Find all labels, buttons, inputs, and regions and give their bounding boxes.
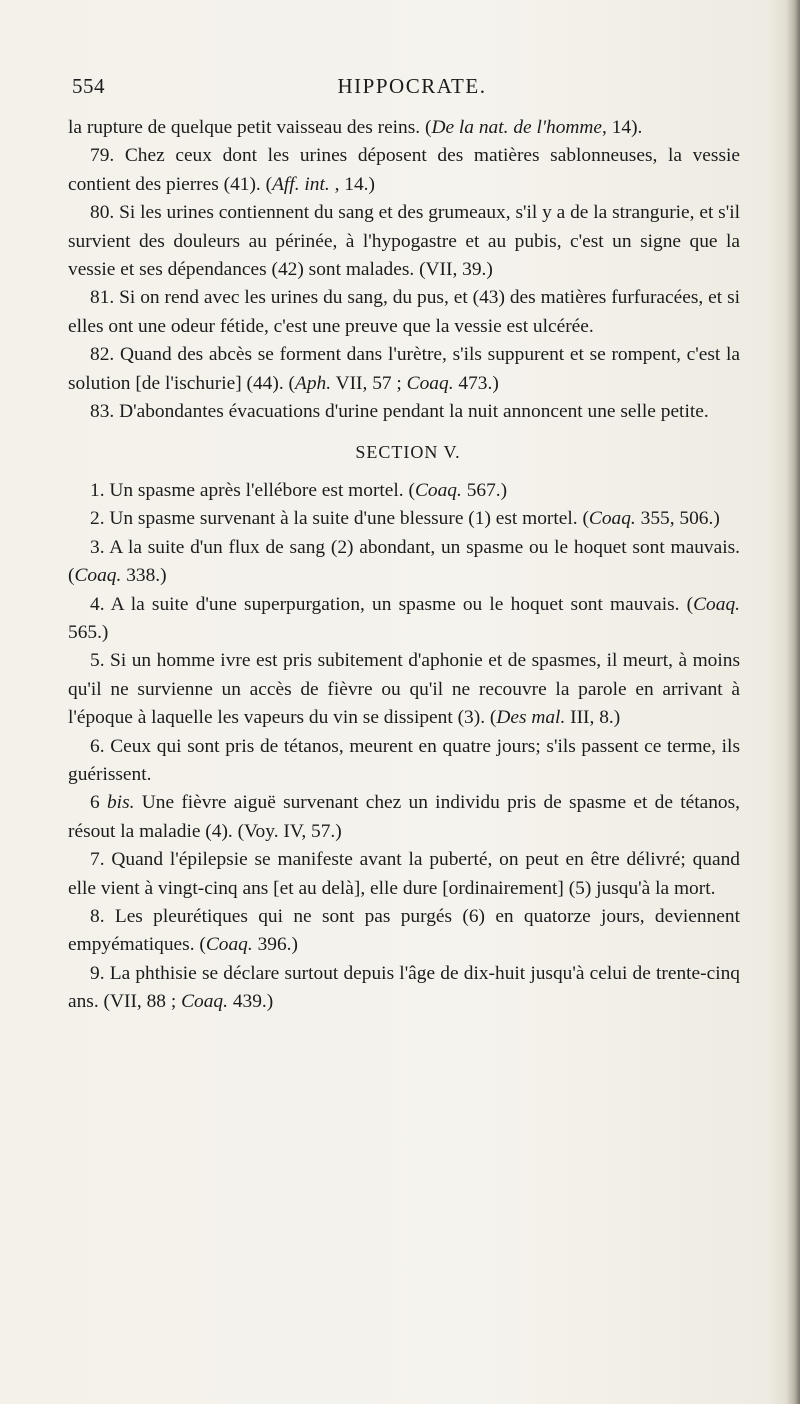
text-run: 4. A la suite d'une superpurgation, un spasme ou le hoquet sont mauvais. ( [90, 593, 694, 615]
reference-italic: Aph. [294, 372, 332, 394]
text-run: 567.) [461, 479, 508, 501]
paragraph [68, 199, 740, 284]
text-run: Une fièvre aiguë survenant chez un individu pris de spasme et de tétanos, résout la maladie (4). (Voy. IV, 57.) [68, 792, 741, 842]
paragraph [68, 341, 740, 398]
paragraph [68, 903, 740, 960]
reference-italic: Aff. int. [272, 173, 330, 195]
text-run: 355, 506.) [635, 508, 720, 530]
text-run: 9. La phthisie se déclare surtout depuis l'âge de dix-huit jusqu'à celui de trente-cinq ans. (VII, 88 ; [68, 962, 740, 1013]
running-title: HIPPOCRATE. [337, 74, 487, 98]
text-run: 338.) [121, 565, 167, 587]
aphorisms-section-5 [68, 477, 740, 1017]
text-run: 8. Les pleurétiques qui ne sont pas purgés (6) en quatorze jours, deviennent empyématiques. ( [68, 905, 740, 956]
reference-italic: Coaq. [205, 934, 253, 956]
text-run: 3. A la suite d'un flux de sang (2) abondant, un spasme ou le hoquet sont mauvais. ( [68, 536, 740, 587]
text-run: la rupture de quelque petit vaisseau des reins. ( [68, 117, 432, 138]
paragraph [68, 846, 740, 903]
text-run: 83. D'abondantes évacuations d'urine pendant la nuit annoncent une selle petite. [90, 401, 709, 423]
body-text [68, 114, 740, 1017]
text-run: 396.) [252, 934, 298, 956]
text-run: , 14). [602, 117, 643, 138]
paragraph [68, 398, 740, 426]
paragraph [68, 534, 740, 591]
paragraph [68, 477, 740, 505]
text-run: 82. Quand des abcès se forment dans l'urètre, s'ils suppurent et se rompent, c'est la solution [de l'ischurie] (44). ( [68, 344, 740, 394]
reference-italic: Coaq. [693, 593, 740, 615]
text-run: 79. Chez ceux dont les urines déposent des matières sablonneuses, la vessie contient des pierres (41). ( [68, 145, 740, 195]
text-run: 80. Si les urines contiennent du sang et des grumeaux, s'il y a de la strangurie, et s'il survient des douleurs au périnée, à l'hypogastre et au pubis, c'est un signe que la vessie et ses dépendances (42) sont malades. (VII, 39.) [68, 202, 740, 281]
text-run: 81. Si on rend avec les urines du sang, du pus, et (43) des matières furfuracées, et si elles ont une odeur fétide, c'est une preuve que la vessie est ulcérée. [68, 287, 740, 337]
text-run: 5. Si un homme ivre est pris subitement d'aphonie et de spasmes, il meurt, à moins qu'il ne survienne un accès de fièvre ou qu'il ne recouvre la parole en arrivant à l'époque à laquelle les vapeurs du vin se dissipent (3). ( [68, 650, 740, 729]
paragraph [68, 114, 740, 142]
text-run: 473.) [453, 372, 499, 394]
reference-italic: Coaq. [588, 508, 636, 530]
text-run: , 14.) [329, 173, 375, 195]
paragraph [68, 284, 740, 341]
paragraph [68, 789, 740, 846]
reference-italic: Coaq. [74, 565, 122, 587]
text-run: 6 [90, 792, 107, 814]
text-run: 2. Un spasme survenant à la suite d'une blessure (1) est mortel. ( [90, 508, 589, 530]
section-heading: SECTION V. [355, 442, 461, 463]
page-edge-shadow [786, 0, 800, 1404]
reference-italic: Des mal. [496, 707, 566, 729]
paragraph [68, 142, 740, 199]
reference-italic: De la nat. de l'homme [431, 117, 603, 138]
aphorisms-section-4-end [68, 114, 740, 426]
text-run: VII, 57 ; [331, 372, 407, 394]
reference-italic: Coaq. [181, 991, 228, 1013]
paragraph [68, 505, 740, 533]
reference-italic: Coaq. [406, 372, 454, 394]
text-run: 439.) [227, 991, 274, 1013]
text-run: 565.) [68, 621, 109, 643]
page-number: 554 [72, 74, 105, 98]
paragraph [68, 960, 740, 1017]
text-run: 1. Un spasme après l'ellébore est mortel. ( [90, 479, 415, 501]
paragraph [68, 591, 740, 648]
text-run: 6. Ceux qui sont pris de tétanos, meurent en quatre jours; s'ils passent ce terme, ils guérissent. [68, 735, 740, 785]
text-run: III, 8.) [565, 707, 621, 729]
paragraph [68, 733, 740, 790]
reference-italic: bis. [106, 792, 135, 814]
paragraph [68, 647, 740, 732]
text-run: 7. Quand l'épilepsie se manifeste avant la puberté, on peut en être délivré; quand elle vient à vingt-cinq ans [et au delà], elle dure [ordinairement] (5) jusqu'à la mort. [68, 849, 740, 899]
reference-italic: Coaq. [414, 479, 462, 501]
page-header [72, 74, 732, 104]
